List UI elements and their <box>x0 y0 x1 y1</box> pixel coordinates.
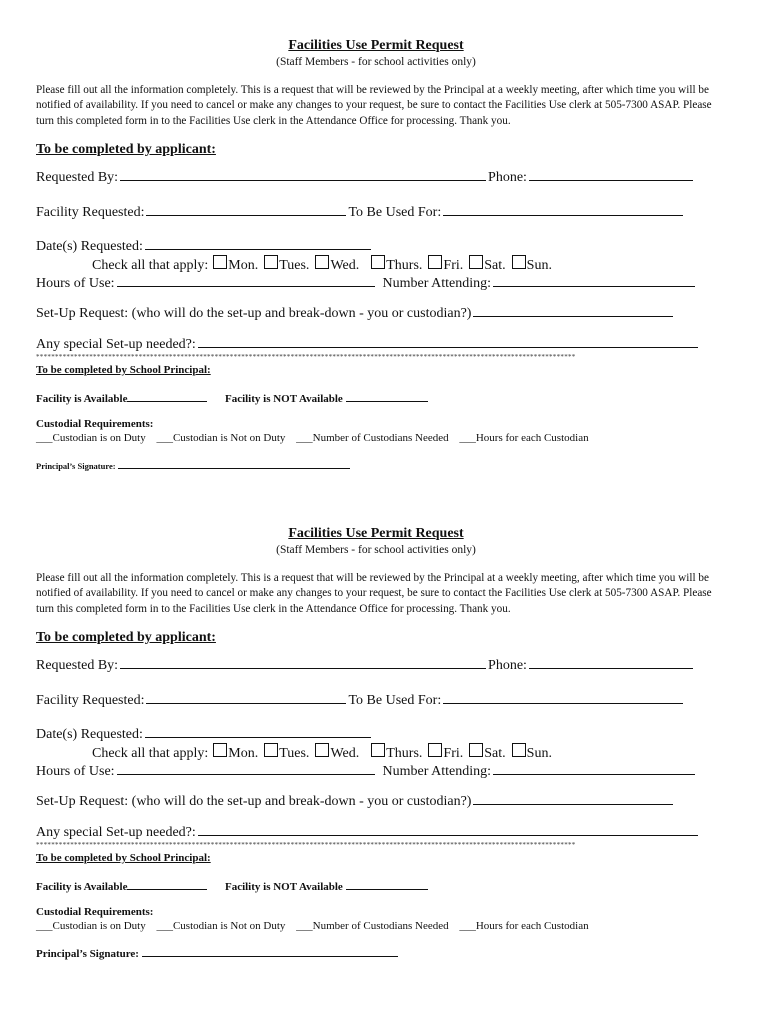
form-subtitle: (Staff Members - for school activities only) <box>276 544 476 556</box>
checkbox-sat[interactable] <box>469 255 483 269</box>
requested-by-label: Requested By: <box>36 658 119 674</box>
facility-available-label: Facility is Available <box>36 393 128 406</box>
day-label-mon: Mon. <box>228 258 259 274</box>
custodial-item-hours[interactable]: ___Hours for each Custodian <box>459 920 589 933</box>
day-label-tues: Tues. <box>279 746 310 762</box>
facility-requested-label: Facility Requested: <box>36 205 145 221</box>
setup-request-label: Set-Up Request: (who will do the set-up and break-down - you or custodian?) <box>36 794 472 810</box>
to-be-used-for-label: To Be Used For: <box>348 693 442 709</box>
day-label-fri: Fri. <box>443 258 464 274</box>
phone-label: Phone: <box>488 658 527 674</box>
facility-not-available-label: Facility is NOT Available <box>224 393 343 406</box>
day-label-thurs: Thurs. <box>386 746 423 762</box>
day-label-sun: Sun. <box>526 258 552 274</box>
checkbox-thurs[interactable] <box>371 743 385 757</box>
separator-line: ********************************************************************************************************************************************** <box>36 841 576 850</box>
custodial-item-on-duty[interactable]: ___Custodian is on Duty <box>36 920 146 933</box>
hours-of-use-field[interactable] <box>117 274 375 287</box>
facility-requested-field[interactable] <box>146 691 346 704</box>
hours-of-use-field[interactable] <box>117 762 375 775</box>
facility-requested-field[interactable] <box>146 203 346 216</box>
facility-available-field[interactable] <box>127 391 207 402</box>
principal-signature-label: Principal’s Signature: <box>36 461 116 472</box>
permit-form-2 <box>36 526 716 961</box>
form-subtitle: (Staff Members - for school activities only) <box>276 56 476 68</box>
to-be-used-for-field[interactable] <box>443 203 683 216</box>
requested-by-field[interactable] <box>120 656 486 669</box>
facility-not-available-label: Facility is NOT Available <box>224 881 343 894</box>
checkbox-sat[interactable] <box>469 743 483 757</box>
day-label-sat: Sat. <box>484 258 506 274</box>
day-label-wed: Wed. <box>330 746 360 762</box>
number-attending-field[interactable] <box>493 762 695 775</box>
principal-signature-label: Principal’s Signature: <box>36 948 139 961</box>
form-title: Facilities Use Permit Request <box>288 38 464 53</box>
check-all-label: Check all that apply: <box>92 746 209 762</box>
checkbox-mon[interactable] <box>213 255 227 269</box>
dates-requested-field[interactable] <box>145 237 371 250</box>
number-attending-field[interactable] <box>493 274 695 287</box>
to-be-used-for-label: To Be Used For: <box>348 205 442 221</box>
checkbox-mon[interactable] <box>213 743 227 757</box>
day-label-tues: Tues. <box>279 258 310 274</box>
requested-by-label: Requested By: <box>36 170 119 186</box>
dates-requested-field[interactable] <box>145 725 371 738</box>
phone-field[interactable] <box>529 168 693 181</box>
dates-requested-label: Date(s) Requested: <box>36 239 143 255</box>
checkbox-wed[interactable] <box>315 743 329 757</box>
instructions-paragraph: Please fill out all the information completely. This is a request that will be reviewed by the Principal at a weekly meeting, after which time you will be notified of availability. If you need to cancel or make any changes to your request, be sure to contact the Facilities Use clerk at 505-7300 ASAP. Please turn this completed form in to the Facilities Use clerk in the Attendance Office for processing. Thank you. <box>36 84 712 127</box>
day-label-sat: Sat. <box>484 746 506 762</box>
checkbox-tues[interactable] <box>264 743 278 757</box>
checkbox-fri[interactable] <box>428 743 442 757</box>
facility-available-label: Facility is Available <box>36 881 128 894</box>
special-setup-field[interactable] <box>198 823 698 836</box>
facility-available-field[interactable] <box>127 879 207 890</box>
number-attending-label: Number Attending: <box>382 764 492 780</box>
facility-not-available-field[interactable] <box>346 879 428 890</box>
setup-request-label: Set-Up Request: (who will do the set-up and break-down - you or custodian?) <box>36 306 472 322</box>
day-label-thurs: Thurs. <box>386 258 423 274</box>
hours-of-use-label: Hours of Use: <box>36 276 115 292</box>
phone-field[interactable] <box>529 656 693 669</box>
facility-requested-label: Facility Requested: <box>36 693 145 709</box>
checkbox-wed[interactable] <box>315 255 329 269</box>
checkbox-sun[interactable] <box>512 255 526 269</box>
facility-not-available-field[interactable] <box>346 391 428 402</box>
custodial-heading: Custodial Requirements: <box>36 906 154 919</box>
number-attending-label: Number Attending: <box>382 276 492 292</box>
setup-request-field[interactable] <box>473 304 673 317</box>
day-label-wed: Wed. <box>330 258 360 274</box>
to-be-used-for-field[interactable] <box>443 691 683 704</box>
hours-of-use-label: Hours of Use: <box>36 764 115 780</box>
principal-heading: To be completed by School Principal: <box>36 852 211 865</box>
separator-line: ********************************************************************************************************************************************** <box>36 353 576 362</box>
checkbox-fri[interactable] <box>428 255 442 269</box>
applicant-heading: To be completed by applicant: <box>36 142 216 158</box>
custodial-item-not-on-duty[interactable]: ___Custodian is Not on Duty <box>156 432 286 445</box>
checkbox-tues[interactable] <box>264 255 278 269</box>
day-label-fri: Fri. <box>443 746 464 762</box>
instructions-paragraph: Please fill out all the information completely. This is a request that will be reviewed by the Principal at a weekly meeting, after which time you will be notified of availability. If you need to cancel or make any changes to your request, be sure to contact the Facilities Use clerk at 505-7300 ASAP. Please turn this completed form in to the Facilities Use clerk in the Attendance Office for processing. Thank you. <box>36 572 712 615</box>
custodial-item-on-duty[interactable]: ___Custodian is on Duty <box>36 432 146 445</box>
check-all-label: Check all that apply: <box>92 258 209 274</box>
principal-signature-field[interactable] <box>118 461 350 469</box>
special-setup-label: Any special Set-up needed?: <box>36 337 196 353</box>
custodial-item-number-needed[interactable]: ___Number of Custodians Needed <box>296 432 449 445</box>
permit-form-1 <box>36 38 716 473</box>
phone-label: Phone: <box>488 170 527 186</box>
principal-signature-field[interactable] <box>142 946 398 957</box>
custodial-item-not-on-duty[interactable]: ___Custodian is Not on Duty <box>156 920 286 933</box>
special-setup-field[interactable] <box>198 335 698 348</box>
day-label-sun: Sun. <box>526 746 552 762</box>
principal-heading: To be completed by School Principal: <box>36 364 211 377</box>
special-setup-label: Any special Set-up needed?: <box>36 825 196 841</box>
form-title: Facilities Use Permit Request <box>288 526 464 541</box>
dates-requested-label: Date(s) Requested: <box>36 727 143 743</box>
checkbox-sun[interactable] <box>512 743 526 757</box>
custodial-item-hours[interactable]: ___Hours for each Custodian <box>459 432 589 445</box>
requested-by-field[interactable] <box>120 168 486 181</box>
day-label-mon: Mon. <box>228 746 259 762</box>
custodial-heading: Custodial Requirements: <box>36 418 154 431</box>
setup-request-field[interactable] <box>473 792 673 805</box>
custodial-item-number-needed[interactable]: ___Number of Custodians Needed <box>296 920 449 933</box>
applicant-heading: To be completed by applicant: <box>36 630 216 646</box>
checkbox-thurs[interactable] <box>371 255 385 269</box>
